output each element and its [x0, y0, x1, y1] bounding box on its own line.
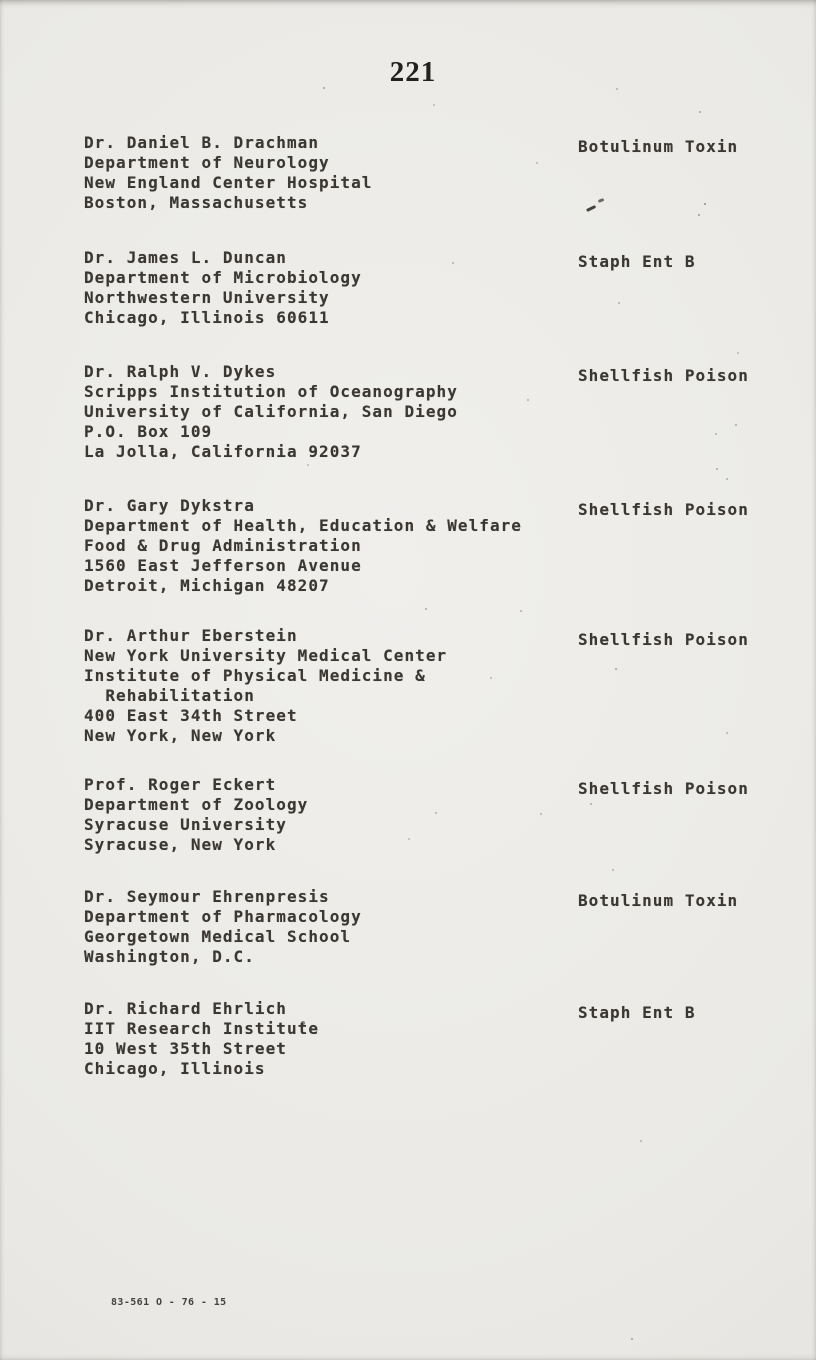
address-block	[84, 248, 816, 328]
directory-entry	[84, 496, 816, 596]
address-line: Syracuse, New York	[84, 835, 277, 854]
address-line: Department of Microbiology	[84, 268, 362, 287]
address-line: University of California, San Diego	[84, 402, 458, 421]
address-line: Dr. Gary Dykstra	[84, 496, 255, 515]
address-line: 10 West 35th Street	[84, 1039, 287, 1058]
directory-entry	[84, 133, 816, 213]
address-line: Northwestern University	[84, 288, 330, 307]
address-line: Dr. Arthur Eberstein	[84, 626, 298, 645]
address-line: Scripps Institution of Oceanography	[84, 382, 458, 401]
address-line: Detroit, Michigan 48207	[84, 576, 330, 595]
directory-entry	[84, 887, 816, 967]
address-line: Chicago, Illinois	[84, 1059, 266, 1078]
address-line: Institute of Physical Medicine &	[84, 666, 426, 685]
directory-entry	[84, 999, 816, 1079]
scan-noise	[0, 0, 2, 2]
topic-label: Shellfish Poison	[578, 779, 749, 798]
address-line: Chicago, Illinois 60611	[84, 308, 330, 327]
address-block	[84, 999, 816, 1079]
topic-label: Shellfish Poison	[578, 366, 749, 385]
address-line: 400 East 34th Street	[84, 706, 298, 725]
address-line: Department of Health, Education & Welfare	[84, 516, 522, 535]
address-line: IIT Research Institute	[84, 1019, 320, 1038]
topic-label: Shellfish Poison	[578, 500, 749, 519]
address-line: Rehabilitation	[84, 686, 255, 705]
directory-entry	[84, 626, 816, 746]
address-line: Food & Drug Administration	[84, 536, 362, 555]
address-line: Boston, Massachusetts	[84, 193, 309, 212]
address-line: New England Center Hospital	[84, 173, 373, 192]
page-number: 221	[389, 56, 437, 88]
topic-label: Staph Ent B	[578, 1003, 696, 1022]
address-line: Dr. Daniel B. Drachman	[84, 133, 320, 152]
directory-entry	[84, 362, 816, 462]
address-line: Department of Zoology	[84, 795, 309, 814]
directory-entry	[84, 248, 816, 328]
address-line: Georgetown Medical School	[84, 927, 352, 946]
address-line: Syracuse University	[84, 815, 287, 834]
address-line: Dr. Ralph V. Dykes	[84, 362, 277, 381]
topic-label: Botulinum Toxin	[578, 891, 739, 910]
address-line: P.O. Box 109	[84, 422, 213, 441]
address-line: Washington, D.C.	[84, 947, 255, 966]
address-line: Dr. Seymour Ehrenpresis	[84, 887, 330, 906]
print-code: 83-561 O - 76 - 15	[111, 1297, 227, 1308]
address-line: La Jolla, California 92037	[84, 442, 362, 461]
address-line: Department of Pharmacology	[84, 907, 362, 926]
topic-label: Shellfish Poison	[578, 630, 749, 649]
directory-entry	[84, 775, 816, 855]
address-line: Dr. James L. Duncan	[84, 248, 287, 267]
address-line: Prof. Roger Eckert	[84, 775, 277, 794]
address-line: Department of Neurology	[84, 153, 330, 172]
address-line: Dr. Richard Ehrlich	[84, 999, 287, 1018]
ink-smudge	[586, 197, 612, 215]
address-line: 1560 East Jefferson Avenue	[84, 556, 362, 575]
topic-label: Botulinum Toxin	[578, 137, 739, 156]
topic-label: Staph Ent B	[578, 252, 696, 271]
address-line: New York University Medical Center	[84, 646, 448, 665]
address-line: New York, New York	[84, 726, 277, 745]
